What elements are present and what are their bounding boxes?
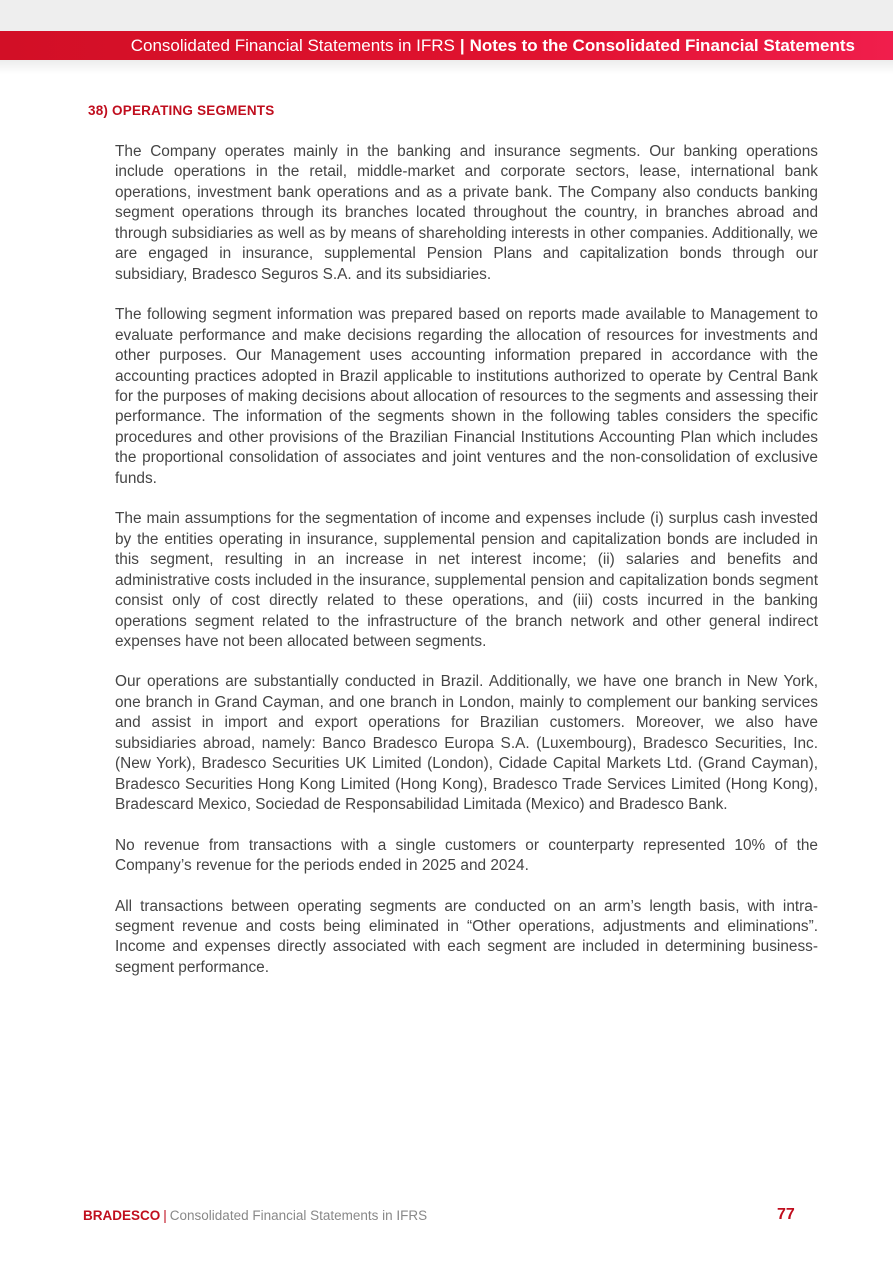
paragraph-geographic-operations: Our operations are substantially conducted in Brazil. Additionally, we have one branch in New York, one branch in Grand Cayman, and one branch in London, mainly to complement our banking services and assist in import and export operations for Brazilian customers. Moreover, we also have subsidiaries abroad, namely: Banco Bradesco Europa S.A. (Luxembourg), Bradesco Securities, Inc. (New York), Bradesco Securities UK Limited (London), Cidade Capital Markets Ltd. (Grand Cayman), Bradesco Securities Hong Kong Limited (Hong Kong), Bradesco Trade Services Limited (Hong Kong), Bradescard Mexico, Sociedad de Responsabilidad Limitada (Mexico) and Bradesco Bank. — [115, 673, 818, 814]
header-separator: | — [459, 35, 465, 55]
page-footer — [83, 1208, 427, 1223]
paragraph-segmentation-assumptions: The main assumptions for the segmentation of income and expenses include (i) surplus cash invested by the entities operating in insurance, supplemental pension and capitalization bonds are included in this segment, resulting in an increase in net interest income; (ii) salaries and benefits and administrative costs included in the insurance, supplemental pension and capitalization bonds segment consist only of cost directly related to these operations, and (iii) costs incurred in the banking operations segment related to the infrastructure of the branch network and other general indirect expenses have not been allocated between segments. — [115, 510, 818, 650]
paragraph-segment-information-basis: The following segment information was prepared based on reports made available to Management to evaluate performance and make decisions regarding the allocation of resources for investments and other purposes. Our Management uses accounting information prepared in accordance with the accounting practices adopted in Brazil applicable to institutions authorized to operate by Central Bank for the purposes of making decisions about allocation of resources to the segments and assessing their performance. The information of the segments shown in the following tables considers the specific procedures and other provisions of the Brazilian Financial Institutions Accounting Plan which includes the proportional consolidation of associates and joint ventures and the non-consolidation of exclusive funds. — [115, 306, 818, 487]
paragraph-intersegment-transactions: All transactions between operating segments are conducted on an arm’s length basis, with intra-segment revenue and costs being eliminated in “Other operations, adjustments and eliminations”. Income and expenses directly associated with each segment are included in determining business-segment performance. — [115, 897, 818, 976]
paragraph-segments-overview: The Company operates mainly in the banking and insurance segments. Our banking operations include operations in the retail, middle-market and corporate sectors, lease, international bank operations, investment bank operations and as a private bank. The Company also conducts banking segment operations through its branches located throughout the country, in branches abroad and through subsidiaries as well as by means of shareholding interests in other companies. Additionally, we are engaged in insurance, supplemental Pension Plans and capitalization bonds through our subsidiary, Bradesco Seguros S.A. and its subsidiaries. — [115, 143, 818, 283]
header-section-title: Notes to the Consolidated Financial Statements — [469, 35, 855, 55]
footer-brand: BRADESCO — [83, 1208, 161, 1223]
document-header-band — [0, 31, 893, 60]
header-document-title: Consolidated Financial Statements in IFRS — [130, 35, 455, 55]
section-heading: 38) OPERATING SEGMENTS — [88, 103, 275, 118]
body-text — [115, 142, 818, 998]
paragraph-customer-concentration: No revenue from transactions with a single customers or counterparty represented 10% of the Company’s revenue for the periods ended in 2025 and 2024. — [115, 836, 818, 875]
footer-separator: | — [163, 1208, 167, 1223]
page-number: 77 — [777, 1206, 795, 1223]
top-margin-strip — [0, 0, 893, 31]
footer-document-title: Consolidated Financial Statements in IFRS — [169, 1208, 428, 1223]
header-shadow — [0, 60, 893, 74]
